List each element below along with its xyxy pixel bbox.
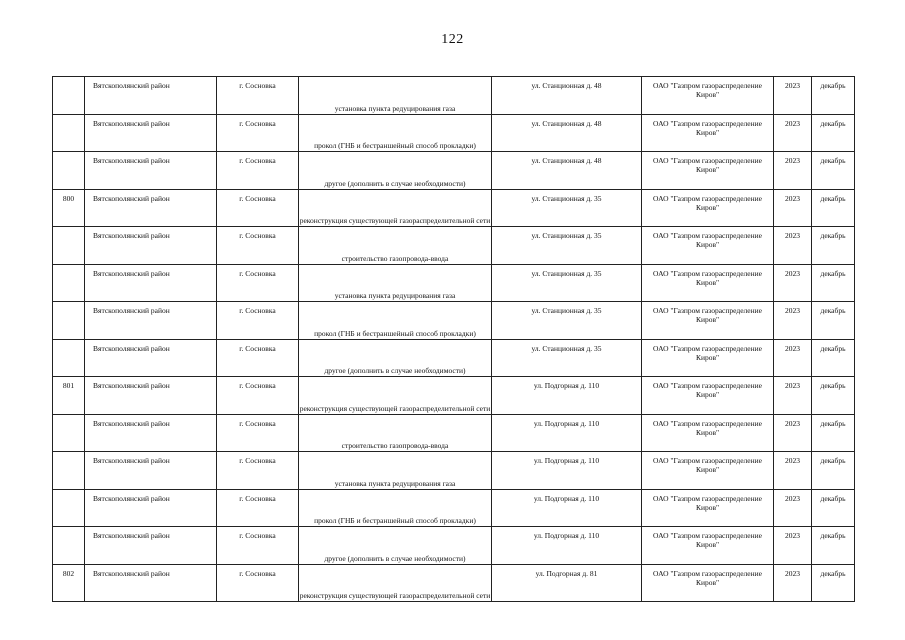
organization-cell bbox=[642, 527, 774, 565]
town-cell-text: г. Сосновка bbox=[239, 231, 276, 240]
organization-cell bbox=[642, 302, 774, 340]
work-type-cell bbox=[299, 377, 492, 415]
district-cell-text: Вятскополянский район bbox=[93, 456, 170, 465]
address-cell bbox=[492, 302, 642, 340]
town-cell-text: г. Сосновка bbox=[239, 531, 276, 540]
district-cell bbox=[85, 489, 217, 527]
year-cell bbox=[774, 339, 812, 377]
town-cell-text: г. Сосновка bbox=[239, 156, 276, 165]
work-type-cell bbox=[299, 489, 492, 527]
month-cell-text: декабрь bbox=[820, 81, 846, 90]
work-type-cell-text: реконструкция существующей газораспределительной сети bbox=[299, 216, 491, 225]
row-number-cell bbox=[53, 264, 85, 302]
work-type-cell bbox=[299, 77, 492, 115]
month-cell bbox=[812, 377, 855, 415]
district-cell-text: Вятскополянский район bbox=[93, 381, 170, 390]
organization-cell-text: ОАО "Газпром газораспределение Киров" bbox=[653, 231, 762, 249]
month-cell bbox=[812, 264, 855, 302]
district-cell bbox=[85, 414, 217, 452]
month-cell-text: декабрь bbox=[820, 381, 846, 390]
address-cell bbox=[492, 227, 642, 265]
year-cell-text: 2023 bbox=[785, 193, 800, 203]
district-cell bbox=[85, 189, 217, 227]
row-number-cell bbox=[53, 302, 85, 340]
year-cell bbox=[774, 377, 812, 415]
organization-cell bbox=[642, 452, 774, 490]
district-cell-text: Вятскополянский район bbox=[93, 306, 170, 315]
address-cell-text: ул. Подгорная д. 110 bbox=[533, 418, 600, 428]
address-cell-text: ул. Станционная д. 48 bbox=[531, 118, 602, 128]
month-cell bbox=[812, 77, 855, 115]
address-cell bbox=[492, 339, 642, 377]
work-type-cell-text: прокол (ГНБ и бестраншейный способ прокладки) bbox=[314, 141, 476, 150]
work-type-cell bbox=[299, 564, 492, 602]
month-cell bbox=[812, 527, 855, 565]
organization-cell-text: ОАО "Газпром газораспределение Киров" bbox=[653, 118, 762, 137]
work-type-cell bbox=[299, 527, 492, 565]
work-type-cell-text: строительство газопровода-ввода bbox=[341, 253, 449, 263]
organization-cell bbox=[642, 377, 774, 415]
month-cell-text: декабрь bbox=[820, 268, 846, 278]
work-type-cell-text: другое (дополнить в случае необходимости) bbox=[324, 178, 466, 188]
month-cell-text: декабрь bbox=[820, 418, 846, 428]
town-cell bbox=[217, 227, 299, 265]
town-cell bbox=[217, 339, 299, 377]
address-cell bbox=[492, 377, 642, 415]
organization-cell bbox=[642, 77, 774, 115]
town-cell bbox=[217, 564, 299, 602]
month-cell-text: декабрь bbox=[820, 118, 846, 128]
table-row bbox=[53, 527, 855, 565]
year-cell bbox=[774, 227, 812, 265]
town-cell-text: г. Сосновка bbox=[239, 343, 276, 353]
year-cell bbox=[774, 77, 812, 115]
address-cell bbox=[492, 452, 642, 490]
organization-cell-text: ОАО "Газпром газораспределение Киров" bbox=[653, 268, 762, 287]
table-row bbox=[53, 189, 855, 227]
district-cell-text: Вятскополянский район bbox=[93, 493, 170, 503]
district-cell bbox=[85, 377, 217, 415]
address-cell bbox=[492, 489, 642, 527]
organization-cell-text: ОАО "Газпром газораспределение Киров" bbox=[653, 418, 762, 437]
row-number-cell bbox=[53, 152, 85, 190]
table-row bbox=[53, 452, 855, 490]
organization-cell-text: ОАО "Газпром газораспределение Киров" bbox=[653, 456, 762, 474]
row-number-cell bbox=[53, 189, 85, 227]
year-cell-text: 2023 bbox=[785, 118, 800, 128]
address-cell-text: ул. Подгорная д. 110 bbox=[533, 493, 600, 503]
work-type-cell bbox=[299, 452, 492, 490]
district-cell bbox=[85, 264, 217, 302]
row-number-cell bbox=[53, 564, 85, 602]
district-cell bbox=[85, 452, 217, 490]
town-cell bbox=[217, 452, 299, 490]
district-cell-text: Вятскополянский район bbox=[93, 118, 170, 128]
district-cell-text: Вятскополянский район bbox=[93, 156, 170, 165]
organization-cell-text: ОАО "Газпром газораспределение Киров" bbox=[653, 381, 762, 399]
address-cell-text: ул. Станционная д. 35 bbox=[531, 193, 602, 203]
year-cell-text: 2023 bbox=[785, 231, 800, 240]
year-cell bbox=[774, 564, 812, 602]
row-number-cell-text: 800 bbox=[62, 193, 75, 203]
row-number-cell bbox=[53, 114, 85, 152]
address-cell-text: ул. Станционная д. 48 bbox=[531, 81, 602, 90]
work-type-cell-text: другое (дополнить в случае необходимости) bbox=[324, 366, 466, 375]
table-row bbox=[53, 489, 855, 527]
address-cell-text: ул. Станционная д. 48 bbox=[531, 156, 602, 165]
work-type-cell bbox=[299, 302, 492, 340]
work-type-cell-text: реконструкция существующей газораспределительной сети bbox=[299, 591, 491, 600]
month-cell bbox=[812, 564, 855, 602]
row-number-cell-text: 802 bbox=[62, 568, 75, 578]
year-cell bbox=[774, 489, 812, 527]
table-row bbox=[53, 152, 855, 190]
work-type-cell bbox=[299, 414, 492, 452]
row-number-cell bbox=[53, 414, 85, 452]
address-cell-text: ул. Подгорная д. 110 bbox=[533, 381, 600, 390]
district-cell-text: Вятскополянский район bbox=[93, 193, 170, 203]
address-cell-text: ул. Станционная д. 35 bbox=[531, 268, 602, 278]
row-number-cell bbox=[53, 527, 85, 565]
month-cell bbox=[812, 114, 855, 152]
table-body bbox=[53, 77, 855, 602]
address-cell bbox=[492, 264, 642, 302]
month-cell bbox=[812, 152, 855, 190]
organization-cell-text: ОАО "Газпром газораспределение Киров" bbox=[653, 156, 762, 174]
district-cell-text: Вятскополянский район bbox=[93, 231, 170, 240]
address-cell bbox=[492, 527, 642, 565]
table-row bbox=[53, 377, 855, 415]
month-cell-text: декабрь bbox=[820, 493, 846, 503]
organization-cell bbox=[642, 152, 774, 190]
year-cell-text: 2023 bbox=[785, 343, 800, 353]
town-cell bbox=[217, 264, 299, 302]
organization-cell-text: ОАО "Газпром газораспределение Киров" bbox=[653, 306, 762, 324]
row-number-cell bbox=[53, 452, 85, 490]
district-cell bbox=[85, 339, 217, 377]
year-cell bbox=[774, 152, 812, 190]
address-cell-text: ул. Подгорная д. 81 bbox=[535, 568, 598, 578]
month-cell-text: декабрь bbox=[820, 531, 846, 540]
district-cell bbox=[85, 527, 217, 565]
work-type-cell-text: установка пункта редуцирования газа bbox=[334, 291, 456, 300]
organization-cell bbox=[642, 414, 774, 452]
address-cell bbox=[492, 564, 642, 602]
work-type-cell bbox=[299, 189, 492, 227]
district-cell bbox=[85, 302, 217, 340]
year-cell-text: 2023 bbox=[785, 381, 800, 390]
address-cell bbox=[492, 77, 642, 115]
organization-cell-text: ОАО "Газпром газораспределение Киров" bbox=[653, 568, 762, 587]
month-cell bbox=[812, 302, 855, 340]
address-cell bbox=[492, 152, 642, 190]
month-cell-text: декабрь bbox=[820, 193, 846, 203]
work-type-cell bbox=[299, 227, 492, 265]
table-row bbox=[53, 302, 855, 340]
organization-cell bbox=[642, 114, 774, 152]
district-cell-text: Вятскополянский район bbox=[93, 343, 170, 353]
year-cell-text: 2023 bbox=[785, 306, 800, 315]
year-cell-text: 2023 bbox=[785, 568, 800, 578]
address-cell-text: ул. Станционная д. 35 bbox=[531, 343, 602, 353]
town-cell-text: г. Сосновка bbox=[239, 381, 276, 390]
month-cell bbox=[812, 189, 855, 227]
table-row bbox=[53, 564, 855, 602]
district-cell bbox=[85, 77, 217, 115]
district-cell-text: Вятскополянский район bbox=[93, 418, 170, 428]
table-row bbox=[53, 339, 855, 377]
town-cell bbox=[217, 489, 299, 527]
year-cell-text: 2023 bbox=[785, 493, 800, 503]
address-cell-text: ул. Подгорная д. 110 bbox=[533, 456, 600, 465]
organization-cell bbox=[642, 339, 774, 377]
month-cell bbox=[812, 339, 855, 377]
district-cell bbox=[85, 564, 217, 602]
year-cell-text: 2023 bbox=[785, 268, 800, 278]
work-type-cell bbox=[299, 264, 492, 302]
town-cell bbox=[217, 377, 299, 415]
address-cell-text: ул. Станционная д. 35 bbox=[531, 231, 602, 240]
year-cell bbox=[774, 189, 812, 227]
town-cell bbox=[217, 414, 299, 452]
address-cell bbox=[492, 189, 642, 227]
page-number: 122 bbox=[441, 32, 464, 47]
work-type-cell-text: строительство газопровода-ввода bbox=[341, 441, 449, 450]
month-cell-text: декабрь bbox=[820, 456, 846, 465]
organization-cell-text: ОАО "Газпром газораспределение Киров" bbox=[653, 343, 762, 362]
town-cell-text: г. Сосновка bbox=[239, 81, 276, 90]
row-number-cell bbox=[53, 377, 85, 415]
row-number-cell bbox=[53, 77, 85, 115]
month-cell-text: декабрь bbox=[820, 343, 846, 353]
work-type-cell-text: прокол (ГНБ и бестраншейный способ прокладки) bbox=[314, 328, 476, 338]
table-row bbox=[53, 77, 855, 115]
town-cell-text: г. Сосновка bbox=[239, 193, 276, 203]
district-cell-text: Вятскополянский район bbox=[93, 268, 170, 278]
town-cell bbox=[217, 152, 299, 190]
town-cell bbox=[217, 527, 299, 565]
month-cell bbox=[812, 414, 855, 452]
district-cell bbox=[85, 227, 217, 265]
organization-cell-text: ОАО "Газпром газораспределение Киров" bbox=[653, 493, 762, 512]
row-number-cell-text: 801 bbox=[62, 381, 75, 390]
month-cell-text: декабрь bbox=[820, 568, 846, 578]
organization-cell bbox=[642, 189, 774, 227]
month-cell-text: декабрь bbox=[820, 231, 846, 240]
year-cell bbox=[774, 114, 812, 152]
town-cell bbox=[217, 77, 299, 115]
month-cell bbox=[812, 489, 855, 527]
month-cell bbox=[812, 452, 855, 490]
organization-cell-text: ОАО "Газпром газораспределение Киров" bbox=[653, 531, 762, 549]
year-cell-text: 2023 bbox=[785, 81, 800, 90]
district-cell-text: Вятскополянский район bbox=[93, 81, 170, 90]
year-cell-text: 2023 bbox=[785, 156, 800, 165]
work-type-cell-text: прокол (ГНБ и бестраншейный способ прокладки) bbox=[314, 516, 476, 525]
town-cell-text: г. Сосновка bbox=[239, 456, 276, 465]
year-cell bbox=[774, 452, 812, 490]
town-cell-text: г. Сосновка bbox=[239, 118, 276, 128]
month-cell-text: декабрь bbox=[820, 306, 846, 315]
month-cell bbox=[812, 227, 855, 265]
table-row bbox=[53, 414, 855, 452]
work-type-cell-text: другое (дополнить в случае необходимости) bbox=[324, 553, 466, 563]
district-cell-text: Вятскополянский район bbox=[93, 531, 170, 540]
district-cell bbox=[85, 114, 217, 152]
address-cell bbox=[492, 414, 642, 452]
work-type-cell bbox=[299, 114, 492, 152]
work-type-cell-text: реконструкция существующей газораспределительной сети bbox=[299, 403, 491, 413]
work-type-cell bbox=[299, 339, 492, 377]
row-number-cell bbox=[53, 227, 85, 265]
town-cell-text: г. Сосновка bbox=[239, 268, 276, 278]
organization-cell bbox=[642, 264, 774, 302]
town-cell bbox=[217, 302, 299, 340]
year-cell-text: 2023 bbox=[785, 418, 800, 428]
work-type-cell-text: установка пункта редуцирования газа bbox=[334, 103, 456, 113]
row-number-cell bbox=[53, 339, 85, 377]
work-type-cell-text: установка пункта редуцирования газа bbox=[334, 478, 456, 488]
row-number-cell bbox=[53, 489, 85, 527]
address-cell bbox=[492, 114, 642, 152]
table-row bbox=[53, 227, 855, 265]
organization-cell-text: ОАО "Газпром газораспределение Киров" bbox=[653, 193, 762, 212]
table-row bbox=[53, 264, 855, 302]
town-cell-text: г. Сосновка bbox=[239, 418, 276, 428]
year-cell-text: 2023 bbox=[785, 456, 800, 465]
year-cell bbox=[774, 527, 812, 565]
organization-cell-text: ОАО "Газпром газораспределение Киров" bbox=[653, 81, 762, 99]
town-cell bbox=[217, 189, 299, 227]
year-cell bbox=[774, 414, 812, 452]
address-cell-text: ул. Подгорная д. 110 bbox=[533, 531, 600, 540]
town-cell-text: г. Сосновка bbox=[239, 568, 276, 578]
table-row bbox=[53, 114, 855, 152]
address-cell-text: ул. Станционная д. 35 bbox=[531, 306, 602, 315]
town-cell-text: г. Сосновка bbox=[239, 306, 276, 315]
organization-cell bbox=[642, 564, 774, 602]
year-cell-text: 2023 bbox=[785, 531, 800, 540]
work-type-cell bbox=[299, 152, 492, 190]
town-cell-text: г. Сосновка bbox=[239, 493, 276, 503]
works-table bbox=[52, 76, 855, 602]
district-cell bbox=[85, 152, 217, 190]
year-cell bbox=[774, 302, 812, 340]
town-cell bbox=[217, 114, 299, 152]
organization-cell bbox=[642, 489, 774, 527]
organization-cell bbox=[642, 227, 774, 265]
year-cell bbox=[774, 264, 812, 302]
month-cell-text: декабрь bbox=[820, 156, 846, 165]
district-cell-text: Вятскополянский район bbox=[93, 568, 170, 578]
